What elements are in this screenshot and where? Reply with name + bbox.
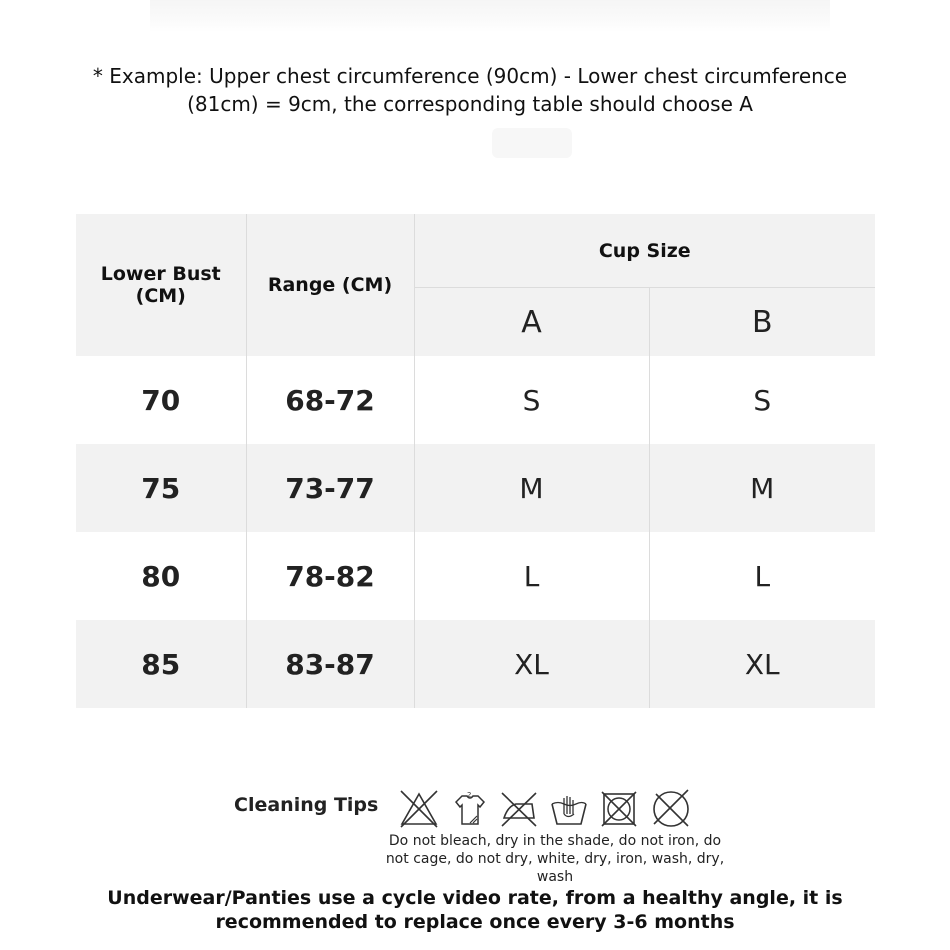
care-icons-row <box>398 786 708 832</box>
cup-b-size-cell: M <box>649 444 875 532</box>
header-cup-size: Cup Size <box>414 214 875 288</box>
lower-bust-cell: 70 <box>76 356 246 444</box>
table-row <box>76 620 875 708</box>
table-row <box>76 444 875 532</box>
faded-top-strip <box>150 0 830 32</box>
header-cup-b: B <box>649 288 875 357</box>
range-cell: 78-82 <box>246 532 414 620</box>
faded-watermark <box>492 128 572 158</box>
lower-bust-cell: 75 <box>76 444 246 532</box>
cleaning-tips-label: Cleaning Tips <box>234 794 379 816</box>
cup-a-size-cell: M <box>414 444 649 532</box>
header-lower-bust: Lower Bust (CM) <box>76 214 246 356</box>
lower-bust-cell: 80 <box>76 532 246 620</box>
hand-wash-icon <box>548 788 590 830</box>
cup-a-size-cell: S <box>414 356 649 444</box>
range-cell: 68-72 <box>246 356 414 444</box>
no-iron-icon <box>498 788 540 830</box>
header-range: Range (CM) <box>246 214 414 356</box>
table-row <box>76 532 875 620</box>
example-note: * Example: Upper chest circumference (90cm) - Lower chest circumference (81cm) = 9cm, the corresponding table should choose A <box>92 64 848 116</box>
dry-in-shade-icon <box>448 788 490 830</box>
no-dry-clean-icon <box>648 786 694 832</box>
cup-a-size-cell: XL <box>414 620 649 708</box>
range-cell: 83-87 <box>246 620 414 708</box>
no-bleach-icon <box>398 788 440 830</box>
cup-b-size-cell: S <box>649 356 875 444</box>
cup-b-size-cell: XL <box>649 620 875 708</box>
header-cup-a: A <box>414 288 649 357</box>
no-tumble-dry-icon <box>598 788 640 830</box>
replacement-note: Underwear/Panties use a cycle video rate, from a healthy angle, it is recommended to replace once every 3-6 months <box>107 887 843 933</box>
range-cell: 73-77 <box>246 444 414 532</box>
svg-text:2: 2 <box>467 791 472 799</box>
size-chart-table <box>76 214 875 708</box>
table-row <box>76 356 875 444</box>
cup-a-size-cell: L <box>414 532 649 620</box>
care-caption: Do not bleach, dry in the shade, do not iron, do not cage, do not dry, white, dry, iron, wash, dry, wash <box>385 833 725 885</box>
cup-b-size-cell: L <box>649 532 875 620</box>
lower-bust-cell: 85 <box>76 620 246 708</box>
